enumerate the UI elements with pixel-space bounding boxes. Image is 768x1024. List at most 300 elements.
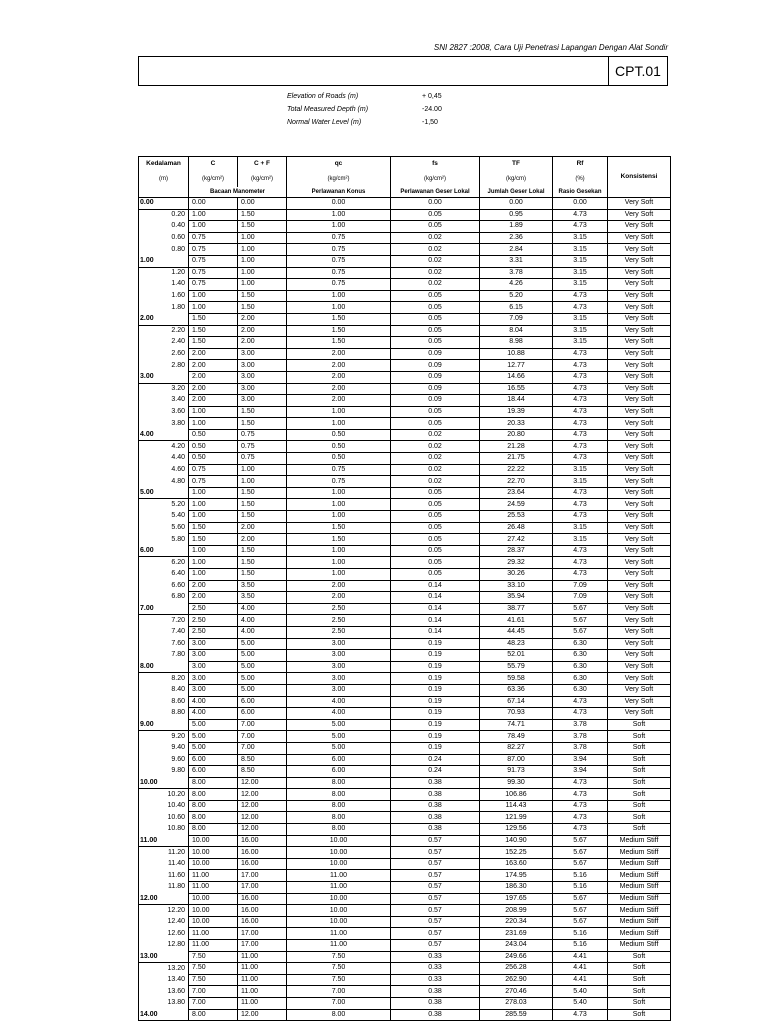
tf-cell: 2.36 (480, 232, 553, 244)
table-row (139, 696, 671, 708)
depth-cell: 11.00 (139, 835, 189, 847)
qc-cell: 1.00 (287, 302, 391, 314)
tf-cell: 140.90 (480, 835, 553, 847)
depth-cell: 10.20 (139, 789, 189, 801)
qc-cell: 1.00 (287, 418, 391, 430)
cf-cell: 12.00 (238, 824, 287, 836)
konsistensi-cell: Very Soft (608, 279, 671, 291)
cf-cell: 2.00 (238, 534, 287, 546)
table-row (139, 441, 671, 453)
depth-cell: 3.00 (139, 371, 189, 383)
fs-cell: 0.00 (391, 198, 480, 210)
rf-cell: 3.15 (553, 522, 608, 534)
konsistensi-cell: Soft (608, 951, 671, 963)
depth-cell: 9.00 (139, 719, 189, 731)
cf-cell: 1.50 (238, 209, 287, 221)
rf-cell: 4.73 (553, 545, 608, 557)
cf-cell: 2.00 (238, 313, 287, 325)
fs-cell: 0.14 (391, 603, 480, 615)
rf-cell: 5.16 (553, 882, 608, 894)
tf-cell: 186.30 (480, 882, 553, 894)
depth-cell: 1.40 (139, 279, 189, 291)
depth-cell: 9.80 (139, 766, 189, 778)
c-cell: 3.00 (189, 638, 238, 650)
cf-cell: 5.00 (238, 638, 287, 650)
table-row (139, 974, 671, 986)
c-cell: 0.75 (189, 279, 238, 291)
table-row (139, 476, 671, 488)
tf-cell: 25.53 (480, 511, 553, 523)
depth-cell: 12.80 (139, 940, 189, 952)
tf-cell: 208.99 (480, 905, 553, 917)
depth-cell: 7.60 (139, 638, 189, 650)
cf-cell: 16.00 (238, 847, 287, 859)
cf-cell: 1.00 (238, 267, 287, 279)
qc-cell: 3.00 (287, 650, 391, 662)
c-cell: 3.00 (189, 673, 238, 685)
info-row (287, 103, 487, 116)
depth-cell: 7.00 (139, 603, 189, 615)
cf-cell: 1.50 (238, 418, 287, 430)
rf-cell: 5.67 (553, 615, 608, 627)
c-cell: 1.00 (189, 569, 238, 581)
qc-cell: 1.50 (287, 534, 391, 546)
rf-cell: 4.73 (553, 789, 608, 801)
qc-cell: 10.00 (287, 893, 391, 905)
cf-cell: 12.00 (238, 1009, 287, 1021)
rf-cell: 5.16 (553, 940, 608, 952)
rf-cell: 4.41 (553, 963, 608, 975)
konsistensi-cell: Very Soft (608, 255, 671, 267)
depth-cell: 7.20 (139, 615, 189, 627)
qc-cell: 1.00 (287, 487, 391, 499)
rf-cell: 4.73 (553, 290, 608, 302)
konsistensi-cell: Very Soft (608, 418, 671, 430)
table-row (139, 221, 671, 233)
table-row (139, 244, 671, 256)
c-cell: 1.00 (189, 406, 238, 418)
rf-cell: 3.15 (553, 534, 608, 546)
c-cell: 0.00 (189, 198, 238, 210)
c-cell: 7.00 (189, 986, 238, 998)
table-row (139, 905, 671, 917)
konsistensi-cell: Soft (608, 1009, 671, 1021)
rf-cell: 4.73 (553, 812, 608, 824)
depth-cell: 4.80 (139, 476, 189, 488)
c-cell: 1.50 (189, 313, 238, 325)
qc-cell: 4.00 (287, 708, 391, 720)
fs-cell: 0.09 (391, 383, 480, 395)
qc-cell: 1.50 (287, 522, 391, 534)
title-box (138, 56, 668, 86)
konsistensi-cell: Soft (608, 974, 671, 986)
depth-cell: 10.80 (139, 824, 189, 836)
info-label: Normal Water Level (m) (287, 119, 362, 126)
konsistensi-cell: Soft (608, 731, 671, 743)
table-row (139, 232, 671, 244)
tf-cell: 99.30 (480, 777, 553, 789)
konsistensi-cell: Soft (608, 742, 671, 754)
depth-cell: 13.00 (139, 951, 189, 963)
depth-cell: 5.20 (139, 499, 189, 511)
qc-cell: 8.00 (287, 777, 391, 789)
table-row (139, 708, 671, 720)
tf-cell: 16.55 (480, 383, 553, 395)
rf-cell: 4.73 (553, 302, 608, 314)
fs-cell: 0.09 (391, 360, 480, 372)
tf-cell: 70.93 (480, 708, 553, 720)
qc-cell: 0.75 (287, 464, 391, 476)
tf-cell: 152.25 (480, 847, 553, 859)
cf-cell: 3.50 (238, 592, 287, 604)
info-label: Total Measured Depth (m) (287, 106, 369, 113)
cf-cell: 5.00 (238, 673, 287, 685)
tf-cell: 21.28 (480, 441, 553, 453)
depth-cell: 13.80 (139, 997, 189, 1009)
konsistensi-cell: Very Soft (608, 290, 671, 302)
tf-cell: 82.27 (480, 742, 553, 754)
table-row (139, 371, 671, 383)
tf-cell: 243.04 (480, 940, 553, 952)
desc-bacaan-manometer: Bacaan Manometer (189, 187, 287, 198)
col-header-fs: fs (391, 157, 480, 172)
tf-cell: 30.26 (480, 569, 553, 581)
qc-cell: 2.50 (287, 603, 391, 615)
tf-cell: 121.99 (480, 812, 553, 824)
c-cell: 2.00 (189, 348, 238, 360)
rf-cell: 5.67 (553, 835, 608, 847)
qc-cell: 10.00 (287, 835, 391, 847)
tf-cell: 29.32 (480, 557, 553, 569)
depth-cell: 0.20 (139, 209, 189, 221)
table-row (139, 650, 671, 662)
c-cell: 11.00 (189, 928, 238, 940)
cf-cell: 3.00 (238, 395, 287, 407)
cf-cell: 1.50 (238, 290, 287, 302)
cf-cell: 11.00 (238, 951, 287, 963)
rf-cell: 3.15 (553, 337, 608, 349)
tf-cell: 5.20 (480, 290, 553, 302)
qc-cell: 6.00 (287, 766, 391, 778)
depth-cell: 5.60 (139, 522, 189, 534)
tf-cell: 10.88 (480, 348, 553, 360)
fs-cell: 0.05 (391, 557, 480, 569)
tf-cell: 19.39 (480, 406, 553, 418)
cf-cell: 11.00 (238, 974, 287, 986)
rf-cell: 3.78 (553, 719, 608, 731)
fs-cell: 0.19 (391, 673, 480, 685)
fs-cell: 0.05 (391, 418, 480, 430)
cf-cell: 12.00 (238, 789, 287, 801)
tf-cell: 249.66 (480, 951, 553, 963)
c-cell: 10.00 (189, 916, 238, 928)
fs-cell: 0.24 (391, 766, 480, 778)
qc-cell: 2.00 (287, 371, 391, 383)
cf-cell: 1.50 (238, 221, 287, 233)
depth-cell: 2.40 (139, 337, 189, 349)
rf-cell: 3.15 (553, 325, 608, 337)
table-row (139, 534, 671, 546)
fs-cell: 0.05 (391, 209, 480, 221)
table-row (139, 279, 671, 291)
rf-cell: 6.30 (553, 673, 608, 685)
depth-cell: 12.40 (139, 916, 189, 928)
cf-cell: 6.00 (238, 696, 287, 708)
depth-cell: 9.60 (139, 754, 189, 766)
qc-cell: 11.00 (287, 870, 391, 882)
rf-cell: 3.15 (553, 464, 608, 476)
cf-cell: 1.00 (238, 279, 287, 291)
fs-cell: 0.33 (391, 974, 480, 986)
cf-cell: 11.00 (238, 986, 287, 998)
c-cell: 4.00 (189, 708, 238, 720)
depth-cell: 5.00 (139, 487, 189, 499)
konsistensi-cell: Very Soft (608, 441, 671, 453)
fs-cell: 0.05 (391, 522, 480, 534)
qc-cell: 6.00 (287, 754, 391, 766)
qc-cell: 1.00 (287, 209, 391, 221)
tf-cell: 106.86 (480, 789, 553, 801)
tf-cell: 174.95 (480, 870, 553, 882)
fs-cell: 0.19 (391, 708, 480, 720)
tf-cell: 8.04 (480, 325, 553, 337)
table-row (139, 719, 671, 731)
rf-cell: 5.40 (553, 986, 608, 998)
qc-cell: 2.00 (287, 348, 391, 360)
col-header-cf: C + F (238, 157, 287, 172)
c-cell: 3.00 (189, 650, 238, 662)
fs-cell: 0.02 (391, 232, 480, 244)
qc-cell: 2.00 (287, 383, 391, 395)
fs-cell: 0.38 (391, 812, 480, 824)
qc-cell: 1.00 (287, 499, 391, 511)
konsistensi-cell: Soft (608, 997, 671, 1009)
table-row (139, 313, 671, 325)
fs-cell: 0.02 (391, 441, 480, 453)
fs-cell: 0.57 (391, 835, 480, 847)
qc-cell: 3.00 (287, 661, 391, 673)
konsistensi-cell: Very Soft (608, 371, 671, 383)
konsistensi-cell: Very Soft (608, 464, 671, 476)
c-cell: 7.50 (189, 974, 238, 986)
c-cell: 5.00 (189, 731, 238, 743)
c-cell: 1.00 (189, 511, 238, 523)
table-row (139, 824, 671, 836)
tf-cell: 22.22 (480, 464, 553, 476)
konsistensi-cell: Very Soft (608, 325, 671, 337)
konsistensi-cell: Soft (608, 789, 671, 801)
cf-cell: 1.00 (238, 232, 287, 244)
table-row (139, 569, 671, 581)
c-cell: 0.75 (189, 244, 238, 256)
table-row (139, 406, 671, 418)
info-value: + 0,45 (422, 93, 442, 100)
rf-cell: 4.73 (553, 348, 608, 360)
rf-cell: 5.67 (553, 893, 608, 905)
cf-cell: 16.00 (238, 905, 287, 917)
depth-cell: 8.40 (139, 684, 189, 696)
cf-cell: 16.00 (238, 893, 287, 905)
fs-cell: 0.05 (391, 337, 480, 349)
rf-cell: 4.41 (553, 974, 608, 986)
cf-cell: 16.00 (238, 858, 287, 870)
fs-cell: 0.05 (391, 290, 480, 302)
tf-cell: 278.03 (480, 997, 553, 1009)
qc-cell: 10.00 (287, 858, 391, 870)
tf-cell: 91.73 (480, 766, 553, 778)
tf-cell: 55.79 (480, 661, 553, 673)
cf-cell: 11.00 (238, 997, 287, 1009)
rf-cell: 5.67 (553, 916, 608, 928)
c-cell: 7.00 (189, 997, 238, 1009)
cf-cell: 0.00 (238, 198, 287, 210)
qc-cell: 7.00 (287, 986, 391, 998)
table-row (139, 464, 671, 476)
depth-cell: 6.40 (139, 569, 189, 581)
table-row (139, 928, 671, 940)
cf-cell: 6.00 (238, 708, 287, 720)
qc-cell: 4.00 (287, 696, 391, 708)
desc-rf: Rasio Gesekan (553, 187, 608, 198)
rf-cell: 3.15 (553, 476, 608, 488)
fs-cell: 0.05 (391, 313, 480, 325)
cf-cell: 1.50 (238, 406, 287, 418)
depth-cell: 11.60 (139, 870, 189, 882)
cf-cell: 2.00 (238, 337, 287, 349)
table-row (139, 870, 671, 882)
qc-cell: 1.00 (287, 511, 391, 523)
konsistensi-cell: Very Soft (608, 476, 671, 488)
cf-cell: 12.00 (238, 777, 287, 789)
desc-qc: Perlawanan Konus (287, 187, 391, 198)
qc-cell: 8.00 (287, 812, 391, 824)
tf-cell: 114.43 (480, 800, 553, 812)
depth-cell: 2.80 (139, 360, 189, 372)
rf-cell: 5.67 (553, 858, 608, 870)
fs-cell: 0.05 (391, 221, 480, 233)
tf-cell: 285.59 (480, 1009, 553, 1021)
konsistensi-cell: Medium Stiff (608, 905, 671, 917)
c-cell: 6.00 (189, 766, 238, 778)
c-cell: 2.00 (189, 592, 238, 604)
depth-cell: 6.60 (139, 580, 189, 592)
fs-cell: 0.38 (391, 986, 480, 998)
cf-cell: 5.00 (238, 684, 287, 696)
konsistensi-cell: Very Soft (608, 626, 671, 638)
qc-cell: 0.75 (287, 255, 391, 267)
c-cell: 0.50 (189, 429, 238, 441)
konsistensi-cell: Very Soft (608, 534, 671, 546)
rf-cell: 5.40 (553, 997, 608, 1009)
fs-cell: 0.38 (391, 997, 480, 1009)
tf-cell: 129.56 (480, 824, 553, 836)
c-cell: 1.00 (189, 290, 238, 302)
konsistensi-cell: Very Soft (608, 395, 671, 407)
cf-cell: 0.75 (238, 429, 287, 441)
konsistensi-cell: Very Soft (608, 650, 671, 662)
table-row (139, 580, 671, 592)
konsistensi-cell: Soft (608, 766, 671, 778)
fs-cell: 0.57 (391, 916, 480, 928)
depth-cell: 1.60 (139, 290, 189, 302)
tf-cell: 7.09 (480, 313, 553, 325)
fs-cell: 0.02 (391, 476, 480, 488)
tf-cell: 231.69 (480, 928, 553, 940)
rf-cell: 6.30 (553, 684, 608, 696)
fs-cell: 0.57 (391, 882, 480, 894)
table-row (139, 383, 671, 395)
fs-cell: 0.19 (391, 684, 480, 696)
tf-cell: 4.26 (480, 279, 553, 291)
depth-cell: 7.80 (139, 650, 189, 662)
table-row (139, 453, 671, 465)
fs-cell: 0.14 (391, 592, 480, 604)
depth-cell: 7.40 (139, 626, 189, 638)
cf-cell: 7.00 (238, 742, 287, 754)
rf-cell: 3.15 (553, 255, 608, 267)
qc-cell: 5.00 (287, 742, 391, 754)
depth-cell: 12.00 (139, 893, 189, 905)
desc-tf: Jumlah Geser Lokal (480, 187, 553, 198)
rf-cell: 4.41 (553, 951, 608, 963)
konsistensi-cell: Very Soft (608, 545, 671, 557)
rf-cell: 3.15 (553, 279, 608, 291)
depth-cell: 11.20 (139, 847, 189, 859)
qc-cell: 7.00 (287, 997, 391, 1009)
konsistensi-cell: Very Soft (608, 522, 671, 534)
c-cell: 10.00 (189, 858, 238, 870)
fs-cell: 0.05 (391, 406, 480, 418)
depth-cell: 0.60 (139, 232, 189, 244)
qc-cell: 0.50 (287, 429, 391, 441)
rf-cell: 3.15 (553, 244, 608, 256)
depth-cell: 14.00 (139, 1009, 189, 1021)
tf-cell: 63.36 (480, 684, 553, 696)
depth-cell: 4.00 (139, 429, 189, 441)
c-cell: 2.50 (189, 615, 238, 627)
fs-cell: 0.24 (391, 754, 480, 766)
c-cell: 6.00 (189, 754, 238, 766)
tf-cell: 27.42 (480, 534, 553, 546)
c-cell: 8.00 (189, 800, 238, 812)
tf-cell: 262.90 (480, 974, 553, 986)
qc-cell: 0.75 (287, 232, 391, 244)
info-value: -1,50 (422, 119, 438, 126)
rf-cell: 4.73 (553, 395, 608, 407)
tf-cell: 78.49 (480, 731, 553, 743)
qc-cell: 1.00 (287, 569, 391, 581)
fs-cell: 0.57 (391, 858, 480, 870)
fs-cell: 0.14 (391, 615, 480, 627)
cf-cell: 1.50 (238, 557, 287, 569)
qc-cell: 10.00 (287, 916, 391, 928)
depth-cell: 3.20 (139, 383, 189, 395)
c-cell: 11.00 (189, 940, 238, 952)
konsistensi-cell: Medium Stiff (608, 870, 671, 882)
rf-cell: 4.73 (553, 777, 608, 789)
fs-cell: 0.05 (391, 545, 480, 557)
c-cell: 8.00 (189, 789, 238, 801)
table-row (139, 812, 671, 824)
c-cell: 7.50 (189, 951, 238, 963)
fs-cell: 0.02 (391, 255, 480, 267)
qc-cell: 8.00 (287, 1009, 391, 1021)
rf-cell: 4.73 (553, 708, 608, 720)
fs-cell: 0.57 (391, 940, 480, 952)
konsistensi-cell: Very Soft (608, 429, 671, 441)
c-cell: 8.00 (189, 812, 238, 824)
cf-cell: 3.00 (238, 348, 287, 360)
